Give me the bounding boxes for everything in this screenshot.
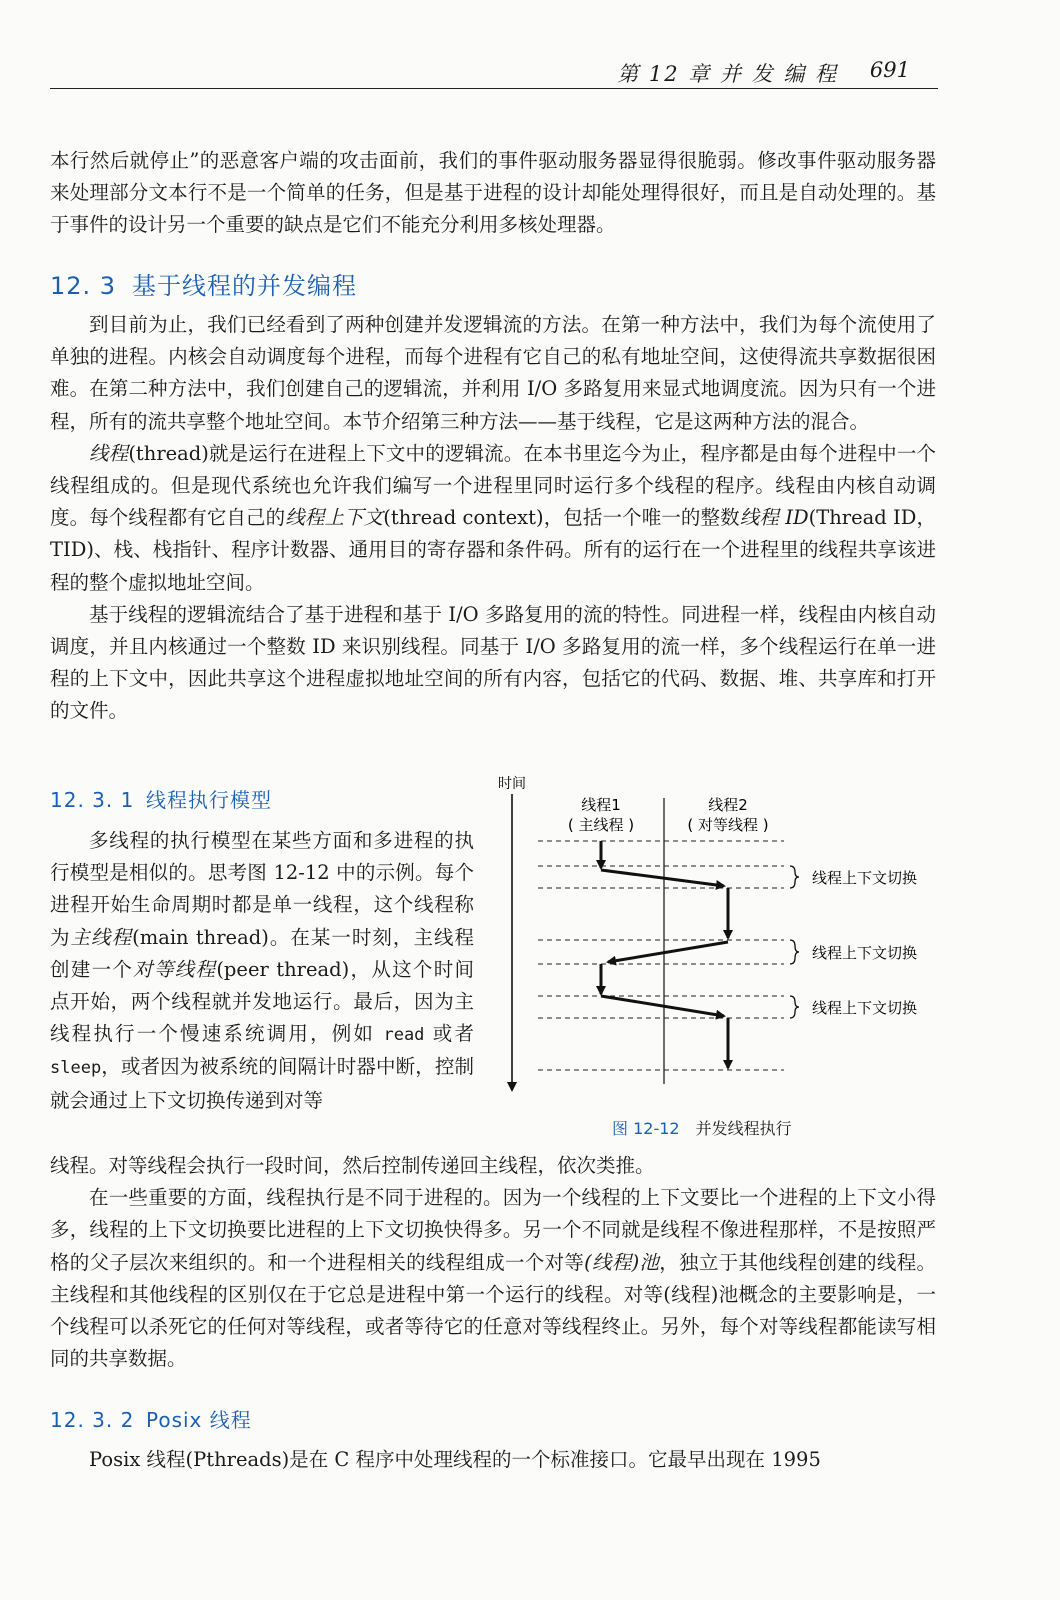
paragraph [50,1182,936,1375]
text-run: (thread context)，包括一个唯一的整数 [383,506,740,530]
keyword: 主线程 [70,925,133,949]
page-number: 691 [869,58,910,82]
section-12-3-body [50,309,936,728]
text-run: ，或者因为被系统的间隔计时器中断，控制就会通过上下文切换传递到对等 [50,1055,474,1112]
context-switch-label: 线程上下文切换 [812,869,918,887]
section-12-3-2-body [50,1444,936,1476]
subsection-heading-12-3-1 [50,784,272,813]
code-read: read [383,1025,425,1046]
text-run: (thread)就是运行在进程上下文中的逻辑流。在本书里迄今为止，程序都是由每个进程中一个线程组成的。但是现代系统也允许我们编写一个进程里同时运行多个线程的程序。线程由内核自动调度。每个线程都有它自己的 [50,441,936,530]
text-run: (peer thread)，从这个时间点开始，两个线程就并发地运行。最后，因为主线程执行一个慢速系统调用，例如 [50,957,474,1046]
figure-number: 图 12-12 [612,1119,680,1138]
keyword: 线程 [89,441,129,465]
section-number: 12. 3 [50,272,117,300]
section-title: 基于线程的并发编程 [132,272,357,300]
text-run: 多线程的执行模型在某些方面和多进程的执行模型是相似的。思考图 12-12 中的示例。每个进程开始生命周期时都是单一线程，这个线程称为 [50,829,474,949]
thread2-name: 线程2 [708,796,748,814]
thread-timeline-diagram [492,768,942,1108]
paragraph [50,438,936,599]
text-run: (main thread)。在某一时刻，主线程创建一个 [50,925,474,981]
figure-12-12 [492,768,942,1148]
subsection-title: 线程执行模型 [146,788,272,812]
keyword: 线程上下文 [285,506,384,530]
intro-block [50,145,936,242]
running-header [50,58,938,89]
figure-title: 并发线程执行 [695,1119,792,1138]
text-run: 在一些重要的方面，线程执行是不同于进程的。因为一个线程的上下文要比一个进程的上下文小得多，线程的上下文切换要比进程的上下文切换快得多。另一个不同就是线程不像进程那样，不是按照严格的父子层次来组织的。和一个进程相关的线程组成一个对等 [50,1186,936,1274]
text-run: (Thread ID，TID)、栈、栈指针、程序计数器、通用目的寄存器和条件码。所有的运行在一个进程里的线程共享该进程的整个虚拟地址空间。 [50,506,936,594]
section-heading-12-3 [50,266,357,301]
switch-braces [790,866,799,1018]
subsection-title: Posix 线程 [146,1408,252,1432]
keyword: (线程)池 [584,1250,660,1274]
text-run: ，独立于其他线程创建的线程。主线程和其他线程的区别仅在于它总是进程中第一个运行的线程。对等(线程)池概念的主要影响是，一个线程可以杀死它的任何对等线程，或者等待它的任意对等线程终止。另外，每个对等线程都能读写相同的共享数据。 [50,1250,936,1371]
thread2-role: ( 对等线程 ) [687,816,769,834]
text-run: 或者 [432,1022,474,1046]
section-12-3-1-body [50,1150,936,1375]
paragraph-continuation: 线程。对等线程会执行一段时间，然后控制传递回主线程，依次类推。 [50,1154,655,1177]
keyword: 对等线程 [133,957,217,981]
thread1-role: ( 主线程 ) [567,816,635,834]
subsection-number: 12. 3. 1 [50,788,135,812]
keyword: 线程 ID [739,506,809,530]
intro-paragraph: 本行然后就停止”的恶意客户端的攻击面前，我们的事件驱动服务器显得很脆弱。修改事件驱动服务器来处理部分文本行不是一个简单的任务，但是基于进程的设计却能处理得很好，而且是自动处理的。基于事件的设计另一个重要的缺点是它们不能充分利用多核处理器。 [50,149,936,237]
subsection-heading-12-3-2 [50,1404,252,1433]
narrow-text-column [50,825,474,1117]
figure-caption [612,1116,792,1139]
context-switch-label: 线程上下文切换 [812,999,918,1017]
context-switch-label: 线程上下文切换 [812,944,918,962]
paragraph: Posix 线程(Pthreads)是在 C 程序中处理线程的一个标准接口。它最早出现在 1995 [89,1448,821,1471]
paragraph: 到目前为止，我们已经看到了两种创建并发逻辑流的方法。在第一种方法中，我们为每个流使用了单独的进程。内核会自动调度每个进程，而每个进程有它自己的私有地址空间，这使得流共享数据很困难。在第二种方法中，我们创建自己的逻辑流，并利用 I/O 多路复用来显式地调度流。因为只有一个进程，所有的流共享整个地址空间。本节介绍第三种方法——基于线程，它是这两种方法的混合。 [50,313,936,433]
chapter-title: 第 12 章 并 发 编 程 [617,62,838,86]
paragraph [50,825,474,1117]
thread1-name: 线程1 [581,796,621,814]
dashed-guides [538,841,784,1070]
time-axis-label: 时间 [498,776,526,792]
paragraph: 基于线程的逻辑流结合了基于进程和基于 I/O 多路复用的流的特性。同进程一样，线程由内核自动调度，并且内核通过一个整数 ID 来识别线程。同基于 I/O 多路复用的流一样，多个线程运行在单一进程的上下文中，因此共享这个进程虚拟地址空间的所有内容，包括它的代码、数据、堆、共享库和打开的文件。 [50,602,936,723]
code-sleep: sleep [50,1058,102,1079]
subsection-number: 12. 3. 2 [50,1408,135,1432]
